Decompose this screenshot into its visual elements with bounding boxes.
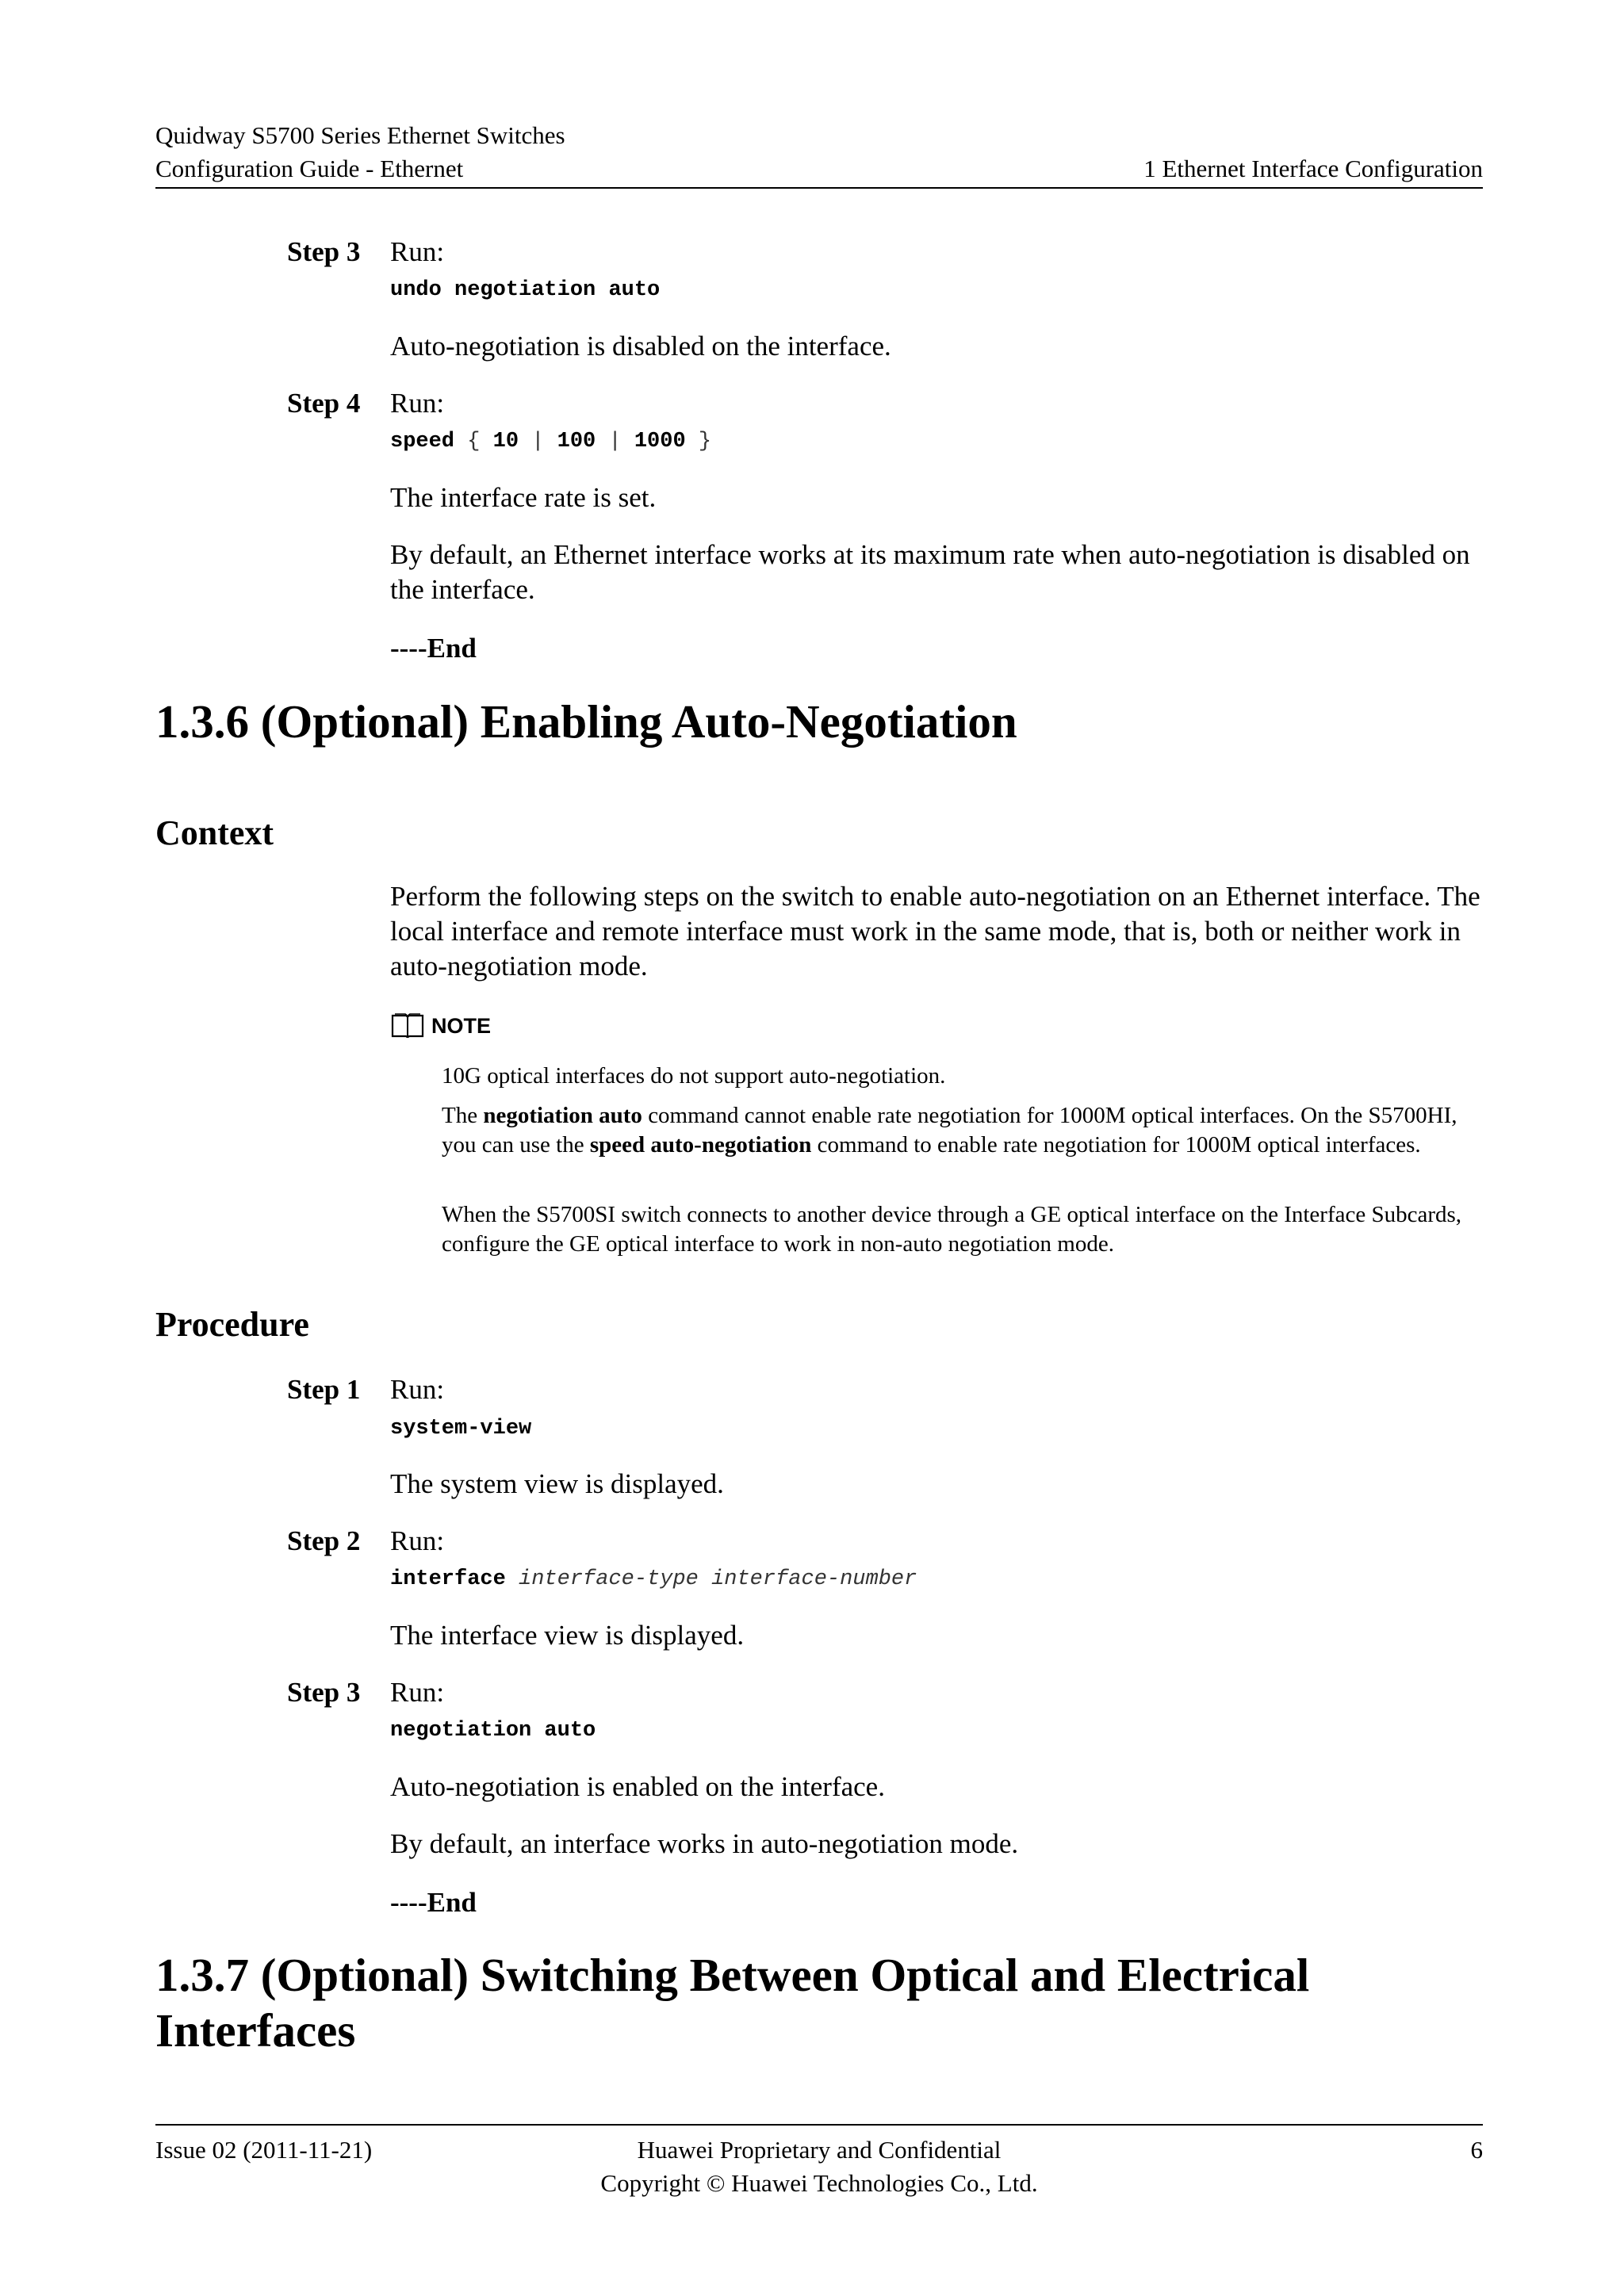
brace-open: { — [467, 430, 481, 453]
step-description-extra: By default, an Ethernet interface works at its maximum rate when auto-negotiation is disabled on the interface. — [390, 539, 1470, 605]
command-keyword: undo negotiation auto — [390, 278, 661, 302]
command-line — [390, 1415, 531, 1442]
step-description: Auto-negotiation is enabled on the interface. — [390, 1771, 885, 1802]
note-header — [390, 1010, 491, 1042]
note-paragraph — [442, 1101, 1485, 1160]
context-text: Perform the following steps on the switch to enable auto-negotiation on an Ethernet interface. The local interface and remote interface must work in the same mode, that is, both or neither work in auto-negotiation mode. — [390, 881, 1480, 982]
end-marker: ----End — [390, 1887, 477, 1918]
footer-confidential: Huawei Proprietary and Confidential — [637, 2136, 1002, 2164]
command-line — [390, 1566, 917, 1593]
command-args: interface-type interface-number — [519, 1567, 917, 1591]
note-text: command cannot enable rate negotiation for 1000M optical interfaces. On the S5700HI, you can use the — [442, 1103, 1457, 1158]
separator: | — [608, 430, 622, 453]
command-keyword: interface — [390, 1567, 506, 1591]
command-line — [390, 428, 711, 455]
step-description-extra: By default, an interface works in auto-negotiation mode. — [390, 1828, 1019, 1859]
step-label: Step 3 — [287, 1677, 361, 1708]
header-product: Quidway S5700 Series Ethernet Switches — [155, 121, 565, 149]
note-text: The — [442, 1103, 484, 1128]
procedure-heading: Procedure — [155, 1305, 309, 1344]
step-run: Run: — [390, 388, 445, 419]
note-command: negotiation auto — [483, 1103, 642, 1128]
header-chapter: 1 Ethernet Interface Configuration — [1143, 155, 1483, 182]
context-heading: Context — [155, 813, 274, 852]
step-description: The interface rate is set. — [390, 482, 657, 513]
step-description: The interface view is displayed. — [390, 1620, 745, 1651]
section-title-line: Interfaces — [155, 2004, 356, 2057]
command-value: 1000 — [634, 430, 686, 453]
command-value: 100 — [557, 430, 596, 453]
page-footer — [155, 2124, 1483, 2197]
step-label: Step 4 — [287, 388, 361, 419]
command-line — [390, 1717, 596, 1744]
command-keyword: system-view — [390, 1417, 532, 1441]
note-command: speed auto-negotiation — [589, 1132, 812, 1158]
header-left — [155, 119, 565, 186]
page-header — [155, 119, 1483, 189]
command-line — [390, 277, 660, 304]
note-paragraph: 10G optical interfaces do not support auto-negotiation. — [442, 1063, 946, 1089]
step-label: Step 2 — [287, 1525, 361, 1556]
section-title — [155, 1947, 1503, 2058]
brace-close: } — [698, 430, 712, 453]
step-description: The system view is displayed. — [390, 1468, 724, 1499]
footer-center — [155, 2133, 1483, 2200]
section-title-line: 1.3.7 (Optional) Switching Between Optical and Electrical — [155, 1949, 1310, 2001]
note-paragraph: When the S5700SI switch connects to another device through a GE optical interface on the Interface Subcards, configure the GE optical interface to work in non-auto negotiation mode. — [442, 1202, 1462, 1257]
section-title: 1.3.6 (Optional) Enabling Auto-Negotiation — [155, 695, 1017, 748]
note-text: command to enable rate negotiation for 1000M optical interfaces. — [811, 1132, 1421, 1158]
step-label: Step 1 — [287, 1374, 361, 1405]
step-label: Step 3 — [287, 236, 361, 267]
separator: | — [531, 430, 545, 453]
step-description: Auto-negotiation is disabled on the interface. — [390, 331, 891, 362]
book-icon — [390, 1012, 425, 1040]
footer-issue: Issue 02 (2011-11-21) — [155, 2136, 373, 2164]
footer-copyright: Copyright © Huawei Technologies Co., Ltd. — [600, 2169, 1038, 2197]
note-title: NOTE — [431, 1013, 492, 1038]
header-guide: Configuration Guide - Ethernet — [155, 155, 464, 182]
command-keyword: negotiation auto — [390, 1719, 596, 1743]
end-marker: ----End — [390, 633, 477, 664]
command-keyword: speed — [390, 430, 455, 453]
step-run: Run: — [390, 1374, 445, 1405]
page-number: 6 — [1470, 2136, 1483, 2164]
step-run: Run: — [390, 1677, 445, 1708]
command-value: 10 — [492, 430, 519, 453]
step-run: Run: — [390, 236, 445, 267]
step-run: Run: — [390, 1525, 445, 1556]
